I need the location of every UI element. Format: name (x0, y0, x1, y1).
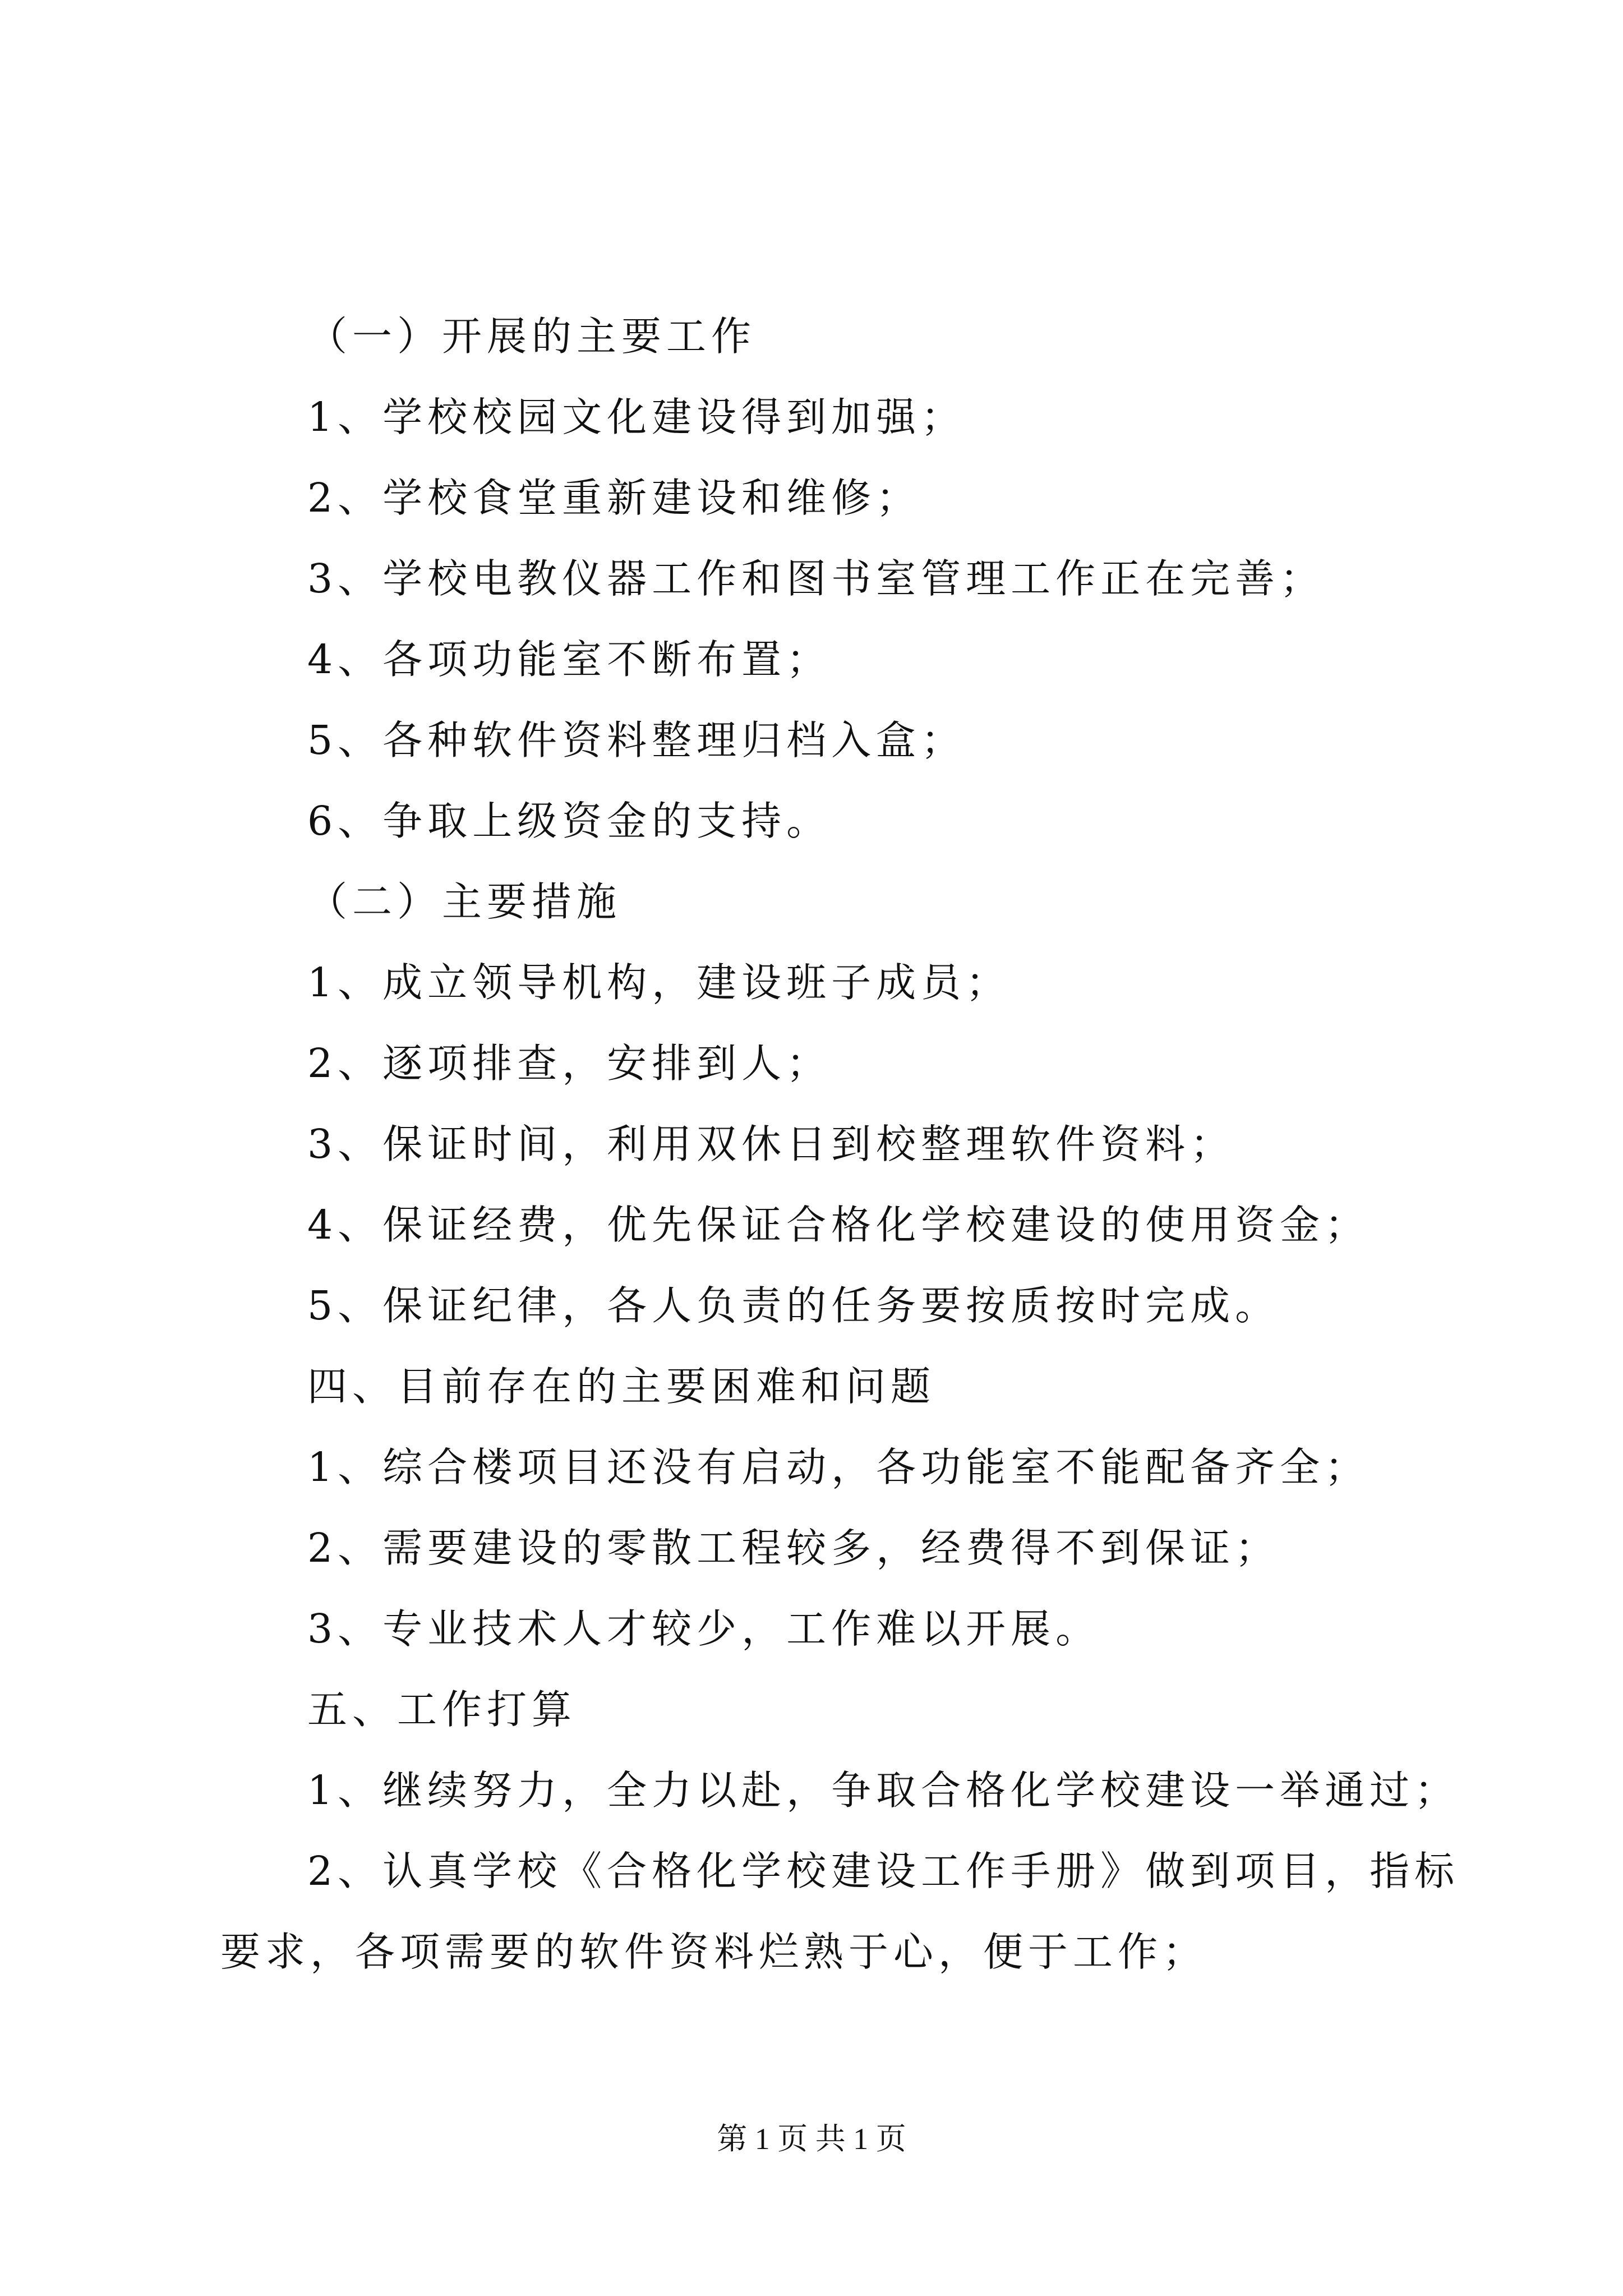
section-heading-measures: （二）主要措施 (307, 878, 622, 925)
section-heading-problems: 四、目前存在的主要困难和问题 (307, 1363, 936, 1410)
list-item: 5、保证纪律，各人负责的任务要按质按时完成。 (307, 1282, 1280, 1329)
list-item: 5、各种软件资料整理归档入盒； (307, 717, 966, 763)
list-item: 1、综合楼项目还没有启动，各功能室不能配备齐全； (307, 1444, 1370, 1490)
list-item: 3、学校电教仪器工作和图书室管理工作正在完善； (307, 555, 1325, 602)
list-item: 1、成立领导机构，建设班子成员； (307, 959, 1011, 1006)
page-footer: 第 1 页 共 1 页 (717, 2122, 906, 2156)
section-heading-main-work: （一）开展的主要工作 (307, 313, 757, 360)
list-item: 1、继续努力，全力以赴，争取合格化学校建设一举通过； (307, 1767, 1460, 1814)
list-item: 6、争取上级资金的支持。 (307, 798, 832, 844)
section-heading-plans: 五、工作打算 (307, 1686, 577, 1733)
list-item: 1、学校校园文化建设得到加强； (307, 394, 966, 440)
list-item: 2、认真学校《合格化学校建设工作手册》做到项目，指标 (307, 1848, 1460, 1894)
list-item-continuation: 要求，各项需要的软件资料烂熟于心，便于工作； (220, 1929, 1208, 1975)
list-item: 2、逐项排查，安排到人； (307, 1040, 832, 1087)
list-item: 4、保证经费，优先保证合格化学校建设的使用资金； (307, 1202, 1370, 1248)
list-item: 2、学校食堂重新建设和维修； (307, 475, 921, 521)
list-item: 4、各项功能室不断布置； (307, 636, 832, 683)
list-item: 3、专业技术人才较少，工作难以开展。 (307, 1605, 1101, 1652)
list-item: 3、保证时间，利用双休日到校整理软件资料； (307, 1121, 1235, 1167)
list-item: 2、需要建设的零散工程较多，经费得不到保证； (307, 1525, 1280, 1571)
